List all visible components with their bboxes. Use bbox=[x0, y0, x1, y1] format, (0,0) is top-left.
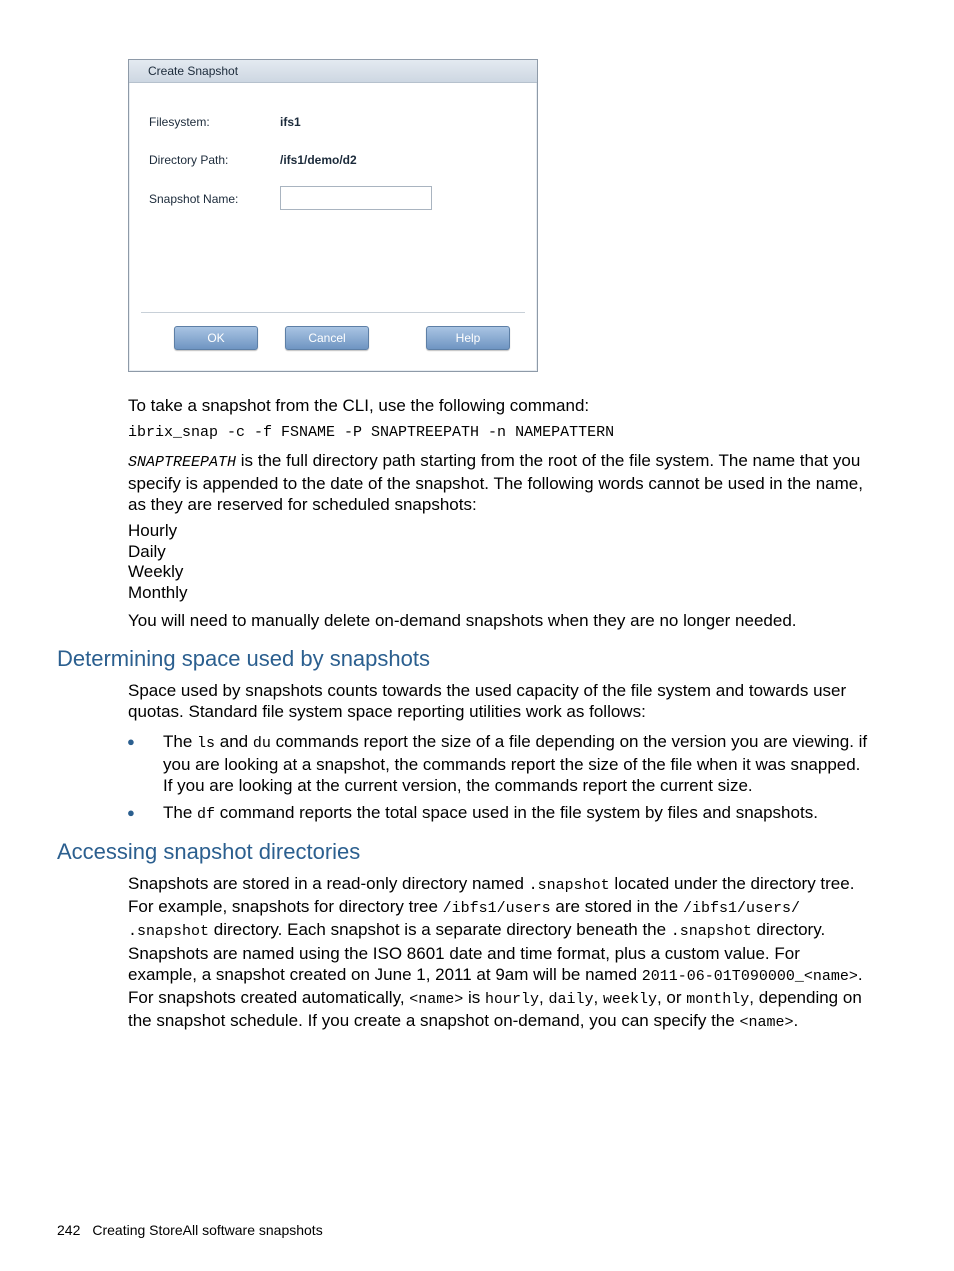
section-heading-space: Determining space used by snapshots bbox=[57, 646, 430, 671]
create-snapshot-dialog bbox=[128, 59, 538, 372]
cli-command: ibrix_snap -c -f FSNAME -P SNAPTREEPATH -n NAMEPATTERN bbox=[128, 424, 615, 441]
param-description bbox=[128, 450, 873, 515]
help-button[interactable]: Help bbox=[426, 326, 510, 350]
bullet-icon: ● bbox=[127, 805, 135, 820]
param-name: SNAPTREEPATH bbox=[128, 454, 237, 471]
section2-para2: Snapshots are named using the ISO 8601 date and time format, plus a custom value. For example, a snapshot created on June 1, 2011 at 9am will be named 2011-06-01T090000_<name>. For snapshots created automatically, <name> is hourly, daily, weekly, or monthly, depending on the snapshot schedule. If you create a snapshot on-demand, you can specify the <name>. bbox=[128, 944, 863, 1031]
manual-delete-note: You will need to manually delete on-demand snapshots when they are no longer needed. bbox=[128, 611, 797, 630]
chapter-title: Creating StoreAll software snapshots bbox=[92, 1222, 323, 1238]
filesystem-value: ifs1 bbox=[280, 115, 301, 129]
page-number: 242 bbox=[57, 1222, 81, 1238]
bullet-ls-du: The ls and du commands report the size of a file depending on the version you are viewing. if you are looking at a snapshot, the commands report the size of the file when it was snapped. If you are looking at the current version, the commands report the current size. bbox=[163, 732, 868, 795]
directory-path-value: /ifs1/demo/d2 bbox=[280, 153, 357, 167]
snapshot-name-input[interactable] bbox=[280, 186, 432, 210]
reserved-word: Hourly bbox=[128, 521, 178, 540]
snapshot-name-label: Snapshot Name: bbox=[149, 192, 239, 206]
cancel-button[interactable]: Cancel bbox=[285, 326, 369, 350]
dialog-title: Create Snapshot bbox=[129, 60, 537, 83]
bullet-df: The df command reports the total space used in the file system by files and snapshots. bbox=[163, 803, 818, 823]
section1-para: Space used by snapshots counts towards the used capacity of the file system and towards user quotas. Standard file system space reporting utilities work as follows: bbox=[128, 681, 847, 721]
section-heading-access: Accessing snapshot directories bbox=[57, 839, 361, 864]
reserved-word: Monthly bbox=[128, 583, 188, 602]
dialog-divider bbox=[141, 312, 525, 313]
cli-intro: To take a snapshot from the CLI, use the following command: bbox=[128, 396, 590, 415]
section2-para1: Snapshots are stored in a read-only directory named .snapshot located under the directory tree. For example, snapshots for directory tree /ibfs1/users are stored in the /ibfs1/users/ .snapshot directory. Each snapshot is a separate directory beneath the .snapshot directory. bbox=[128, 874, 855, 940]
ok-button[interactable]: OK bbox=[174, 326, 258, 350]
reserved-word: Weekly bbox=[128, 562, 184, 581]
bullet-icon: ● bbox=[127, 734, 135, 749]
directory-path-label: Directory Path: bbox=[149, 153, 229, 167]
param-desc-text: is the full directory path starting from the root of the file system. The name that you specify is appended to the date of the snapshot. The following words cannot be used in the name, as they are reserved for scheduled snapshots: bbox=[128, 451, 863, 514]
reserved-word: Daily bbox=[128, 542, 166, 561]
filesystem-label: Filesystem: bbox=[149, 115, 210, 129]
page-footer bbox=[57, 1222, 323, 1238]
